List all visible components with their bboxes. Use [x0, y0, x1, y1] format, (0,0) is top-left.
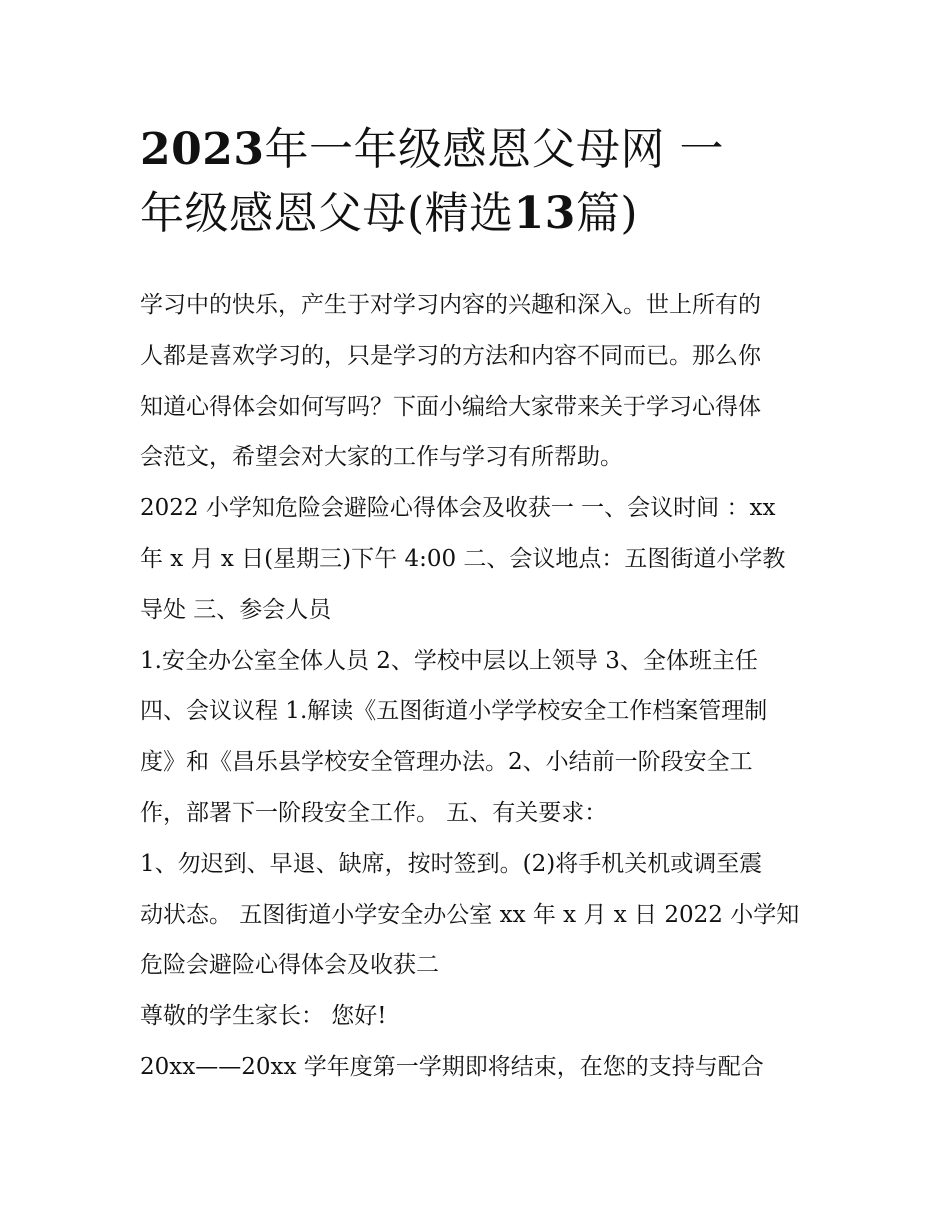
document-title: [140, 118, 820, 246]
paragraph-greeting: [140, 991, 820, 1042]
document-body: [140, 280, 820, 1093]
text-line: 2022 小学知危险会避险心得体会及收获一 一、会议时间 ：xx: [140, 495, 776, 522]
text-line: 四、会议议程 1.解读《五图街道小学学校安全工作档案管理制: [140, 698, 768, 725]
text-line: 作，部署下一阶段安全工作。 五、有关要求：: [140, 799, 608, 826]
text-line: 动状态。 五图街道小学安全办公室 xx 年 x 月 x 日 2022 小学知: [140, 901, 800, 928]
text-line: 1、勿迟到、早退、缺席，按时签到。(2)将手机关机或调至震: [140, 850, 763, 877]
title-year: 2023: [140, 124, 265, 175]
paragraph-letter-start: [140, 1042, 820, 1093]
text-line: 人都是喜欢学习的，只是学习的方法和内容不同而已。那么你: [140, 342, 761, 369]
text-line: 导处 三、参会人员: [140, 596, 332, 623]
paragraph-attendees-agenda: [140, 636, 820, 839]
title-line: [140, 118, 820, 182]
title-text: 篇): [575, 188, 639, 239]
text-line: 知道心得体会如何写吗？下面小编给大家带来关于学习心得体: [140, 393, 761, 420]
text-line: 会范文，希望会对大家的工作与学习有所帮助。: [140, 444, 623, 471]
text-line: 20xx——20xx 学年度第一学期即将结束，在您的支持与配合: [140, 1053, 764, 1080]
title-count: 13: [513, 188, 576, 239]
paragraph-requirements: [140, 839, 820, 991]
paragraph-intro: [140, 280, 820, 483]
title-line: [140, 182, 820, 246]
paragraph-meeting-info: [140, 483, 820, 635]
text-line: 尊敬的学生家长： 您好!: [140, 1003, 387, 1030]
text-line: 危险会避险心得体会及收获二: [140, 952, 439, 979]
text-line: 学习中的快乐，产生于对学习内容的兴趣和深入。世上所有的: [140, 292, 761, 318]
text-line: 度》和《昌乐县学校安全管理办法。2、小结前一阶段安全工: [140, 749, 753, 776]
text-line: 年 x 月 x 日(星期三)下午 4:00 二、会议地点：五图街道小学教: [140, 545, 786, 572]
title-text: 年级感恩父母(精选: [140, 188, 514, 239]
title-text: 年一年级感恩父母网 一: [264, 124, 724, 175]
text-line: 1.安全办公室全体人员 2、学校中层以上领导 3、全体班主任: [140, 647, 758, 674]
